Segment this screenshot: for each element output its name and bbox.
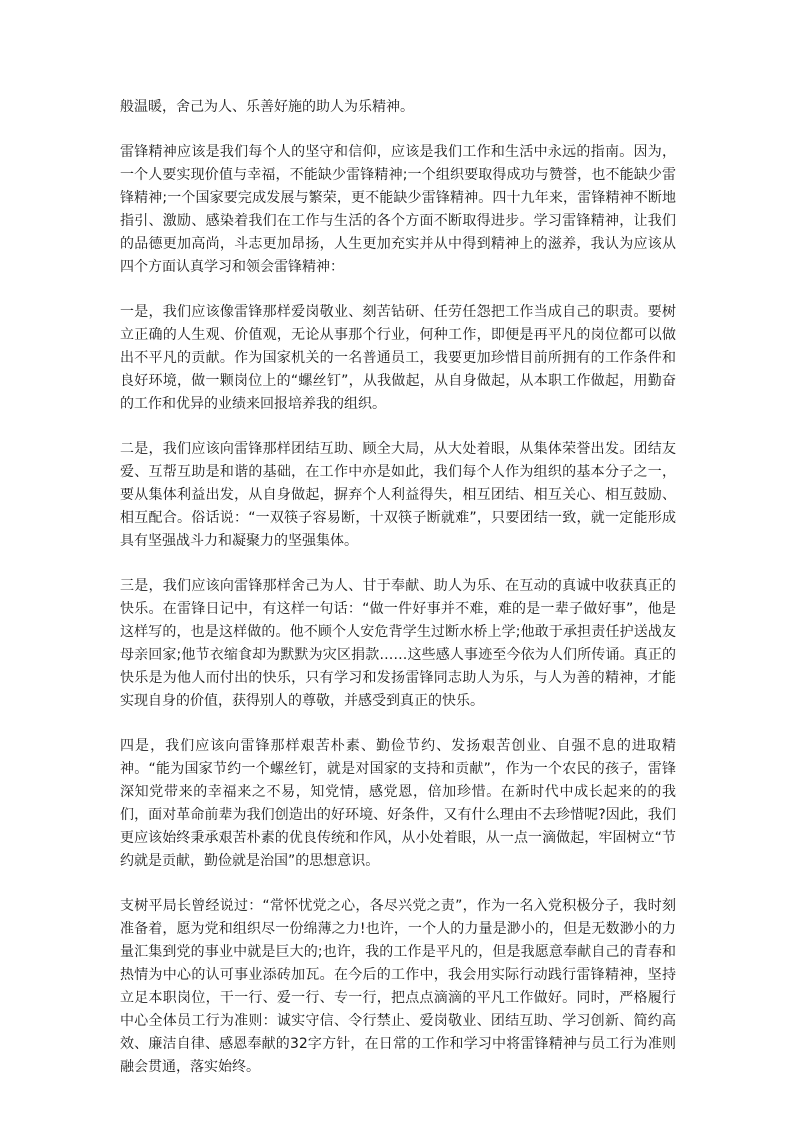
paragraph-point-one: 一是，我们应该像雷锋那样爱岗敬业、刻苦钻研、任劳任怨把工作当成自己的职责。要树立正确的人生观、价值观，无论从事那个行业，何种工作，即便是再平凡的岗位都可以做出不平凡的贡献。作为国家机关的一名普通员工，我要更加珍惜目前所拥有的工作条件和良好环境，做一颗岗位上的“螺丝钉”，从我做起，从自身做起，从本职工作做起，用勤奋的工作和优异的业绩来回报培养我的组织。 — [120, 304, 676, 412]
paragraph-intro-tail: 般温暖，舍己为人、乐善好施的助人为乐精神。 — [120, 99, 414, 115]
paragraph-point-four: 四是，我们应该向雷锋那样艰苦朴素、勤俭节约、发扬艰苦创业、自强不息的进取精神。“能为国家节约一个螺丝钉，就是对国家的支持和贡献”，作为一个农民的孩子，雷锋深知党带来的幸福来之不易，知党情，感党恩，倍加珍惜。在新时代中成长起来的的我们，面对革命前辈为我们创造出的好环境、好条件，又有什么理由不去珍惜呢?因此，我们更应该始终秉承艰苦朴素的优良传统和作风，从小处着眼，从一点一滴做起，牢固树立“节约就是贡献，勤俭就是治国”的思想意识。 — [120, 738, 676, 869]
document-body — [120, 96, 676, 1101]
paragraph-point-two: 二是，我们应该向雷锋那样团结互助、顾全大局，从大处着眼，从集体荣誉出发。团结友爱、互帮互助是和谐的基础，在工作中亦是如此，我们每个人作为组织的基本分子之一，要从集体利益出发，从自身做起，摒弃个人利益得失，相互团结、相互关心、相互鼓励、相互配合。俗话说：“一双筷子容易断，十双筷子断就难”，只要团结一致，就一定能形成具有坚强战斗力和凝聚力的坚强集体。 — [120, 441, 676, 549]
paragraph-point-three: 三是，我们应该向雷锋那样舍己为人、甘于奉献、助人为乐、在互动的真诚中收获真正的快乐。在雷锋日记中，有这样一句话：“做一件好事并不难，难的是一辈子做好事”，他是这样写的，也是这样做的。他不顾个人安危背学生过断水桥上学;他敢于承担责任护送战友母亲回家;他节衣缩食却为默默为灾区捐款……这些感人事迹至今依为人们所传诵。真正的快乐是为他人而付出的快乐，只有学习和发扬雷锋同志助人为乐，与人为善的精神，才能实现自身的价值，获得别人的尊敬，并感受到真正的快乐。 — [120, 578, 676, 709]
paragraph-conclusion: 支树平局长曾经说过：“常怀忧党之心，各尽兴党之责”，作为一名入党积极分子，我时刻准备着，愿为党和组织尽一份绵薄之力!也许，一个人的力量是渺小的，但是无数渺小的力量汇集到党的事业中就是巨大的;也许，我的工作是平凡的，但是我愿意奉献自己的青春和热情为中心的认可事业添砖加瓦。在今后的工作中，我会用实际行动践行雷锋精神，坚持立足本职岗位，干一行、爱一行、专一行，把点点滴滴的平凡工作做好。同时，严格履行中心全体员工行为准则：诚实守信、令行禁止、爱岗敬业、团结互助、学习创新、简约高效、廉洁自律、感恩奉献的32字方针，在日常的工作和学习中将雷锋精神与员工行为准则融会贯通，落实始终。 — [120, 898, 676, 1075]
paragraph-overview: 雷锋精神应该是我们每个人的坚守和信仰，应该是我们工作和生活中永远的指南。因为，一个人要实现价值与幸福，不能缺少雷锋精神;一个组织要取得成功与赞誉，也不能缺少雷锋精神;一个国家要完成发展与繁荣，更不能缺少雷锋精神。四十九年来，雷锋精神不断地指引、激励、感染着我们在工作与生活的各个方面不断取得进步。学习雷锋精神，让我们的品德更加高尚，斗志更加昂扬，人生更加充实并从中得到精神上的滋养，我认为应该从四个方面认真学习和领会雷锋精神： — [120, 144, 676, 275]
